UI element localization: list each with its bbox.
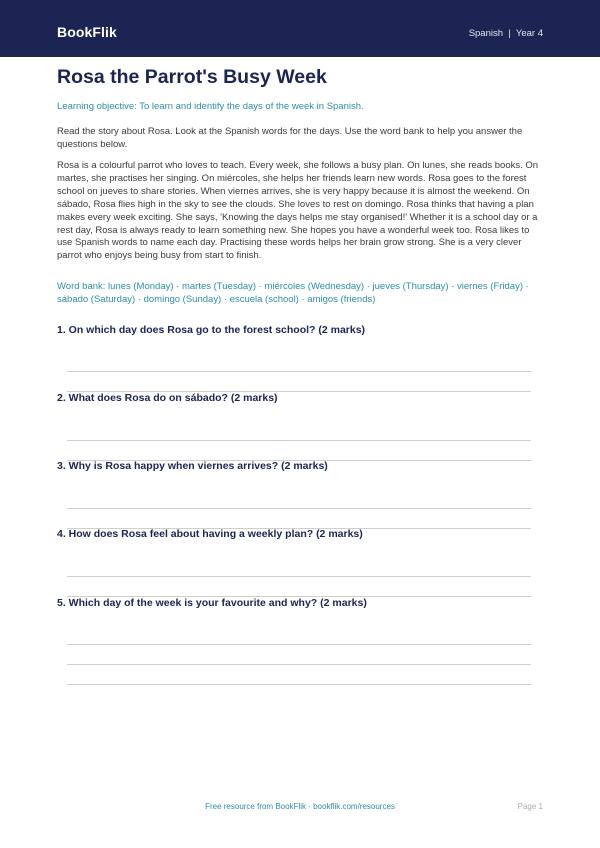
- footer-credit: Free resource from BookFlik · bookflik.com/resources: [205, 802, 395, 811]
- page-header: [0, 0, 600, 57]
- page-number: Page 1: [517, 802, 543, 811]
- question-2: 2. What does Rosa do on sábado? (2 marks): [57, 392, 278, 404]
- answer-line[interactable]: [67, 644, 531, 645]
- brand-logo: BookFlik: [57, 24, 117, 40]
- question-3: 3. Why is Rosa happy when viernes arrives? (2 marks): [57, 460, 328, 472]
- question-1: 1. On which day does Rosa go to the forest school? (2 marks): [57, 324, 366, 336]
- answer-line[interactable]: [67, 440, 531, 441]
- subject-label: Spanish | Year 4: [468, 28, 543, 39]
- answer-line[interactable]: [67, 576, 531, 577]
- answer-line[interactable]: [67, 508, 531, 509]
- instructions-text: Read the story about Rosa. Look at the Spanish words for the days. Use the word bank to help you answer the questions below.: [57, 126, 523, 150]
- answer-line[interactable]: [67, 664, 531, 665]
- question-5: 5. Which day of the week is your favourite and why? (2 marks): [57, 597, 367, 609]
- word-bank: Word bank: lunes (Monday) · martes (Tuesday) · miércoles (Wednesday) · jueves (Thursday) · viernes (Friday) · sábado (Saturday) · domingo (Sunday) · escuela (school) · amigos (friends): [57, 281, 529, 305]
- learning-objective: Learning objective: To learn and identify the days of the week in Spanish.: [57, 101, 364, 112]
- question-4: 4. How does Rosa feel about having a weekly plan? (2 marks): [57, 528, 363, 540]
- page-title: Rosa the Parrot's Busy Week: [57, 66, 327, 88]
- story-text: Rosa is a colourful parrot who loves to teach. Every week, she follows a busy plan. On lunes, she reads books. On martes, she practises her singing. On miércoles, she helps her friends learn new words. Rosa goes to the forest school on jueves to share stories. When viernes arrives, she is very happy because it is almost the weekend. On sábado, Rosa flies high in the sky to see the clouds. She loves to rest on domingo. Rosa thinks that having a plan makes every week exciting. She says, 'Knowing the days helps me stay organised!' Whether it is a school day or a rest day, Rosa is always ready to learn something new. She hopes you have a wonderful week too. Rosa likes to use Spanish words to name each day. Practising these words helps her brain grow strong. She is a very clever parrot who enjoys being busy from start to finish.: [57, 160, 539, 262]
- answer-line[interactable]: [67, 371, 531, 372]
- answer-line[interactable]: [67, 684, 531, 685]
